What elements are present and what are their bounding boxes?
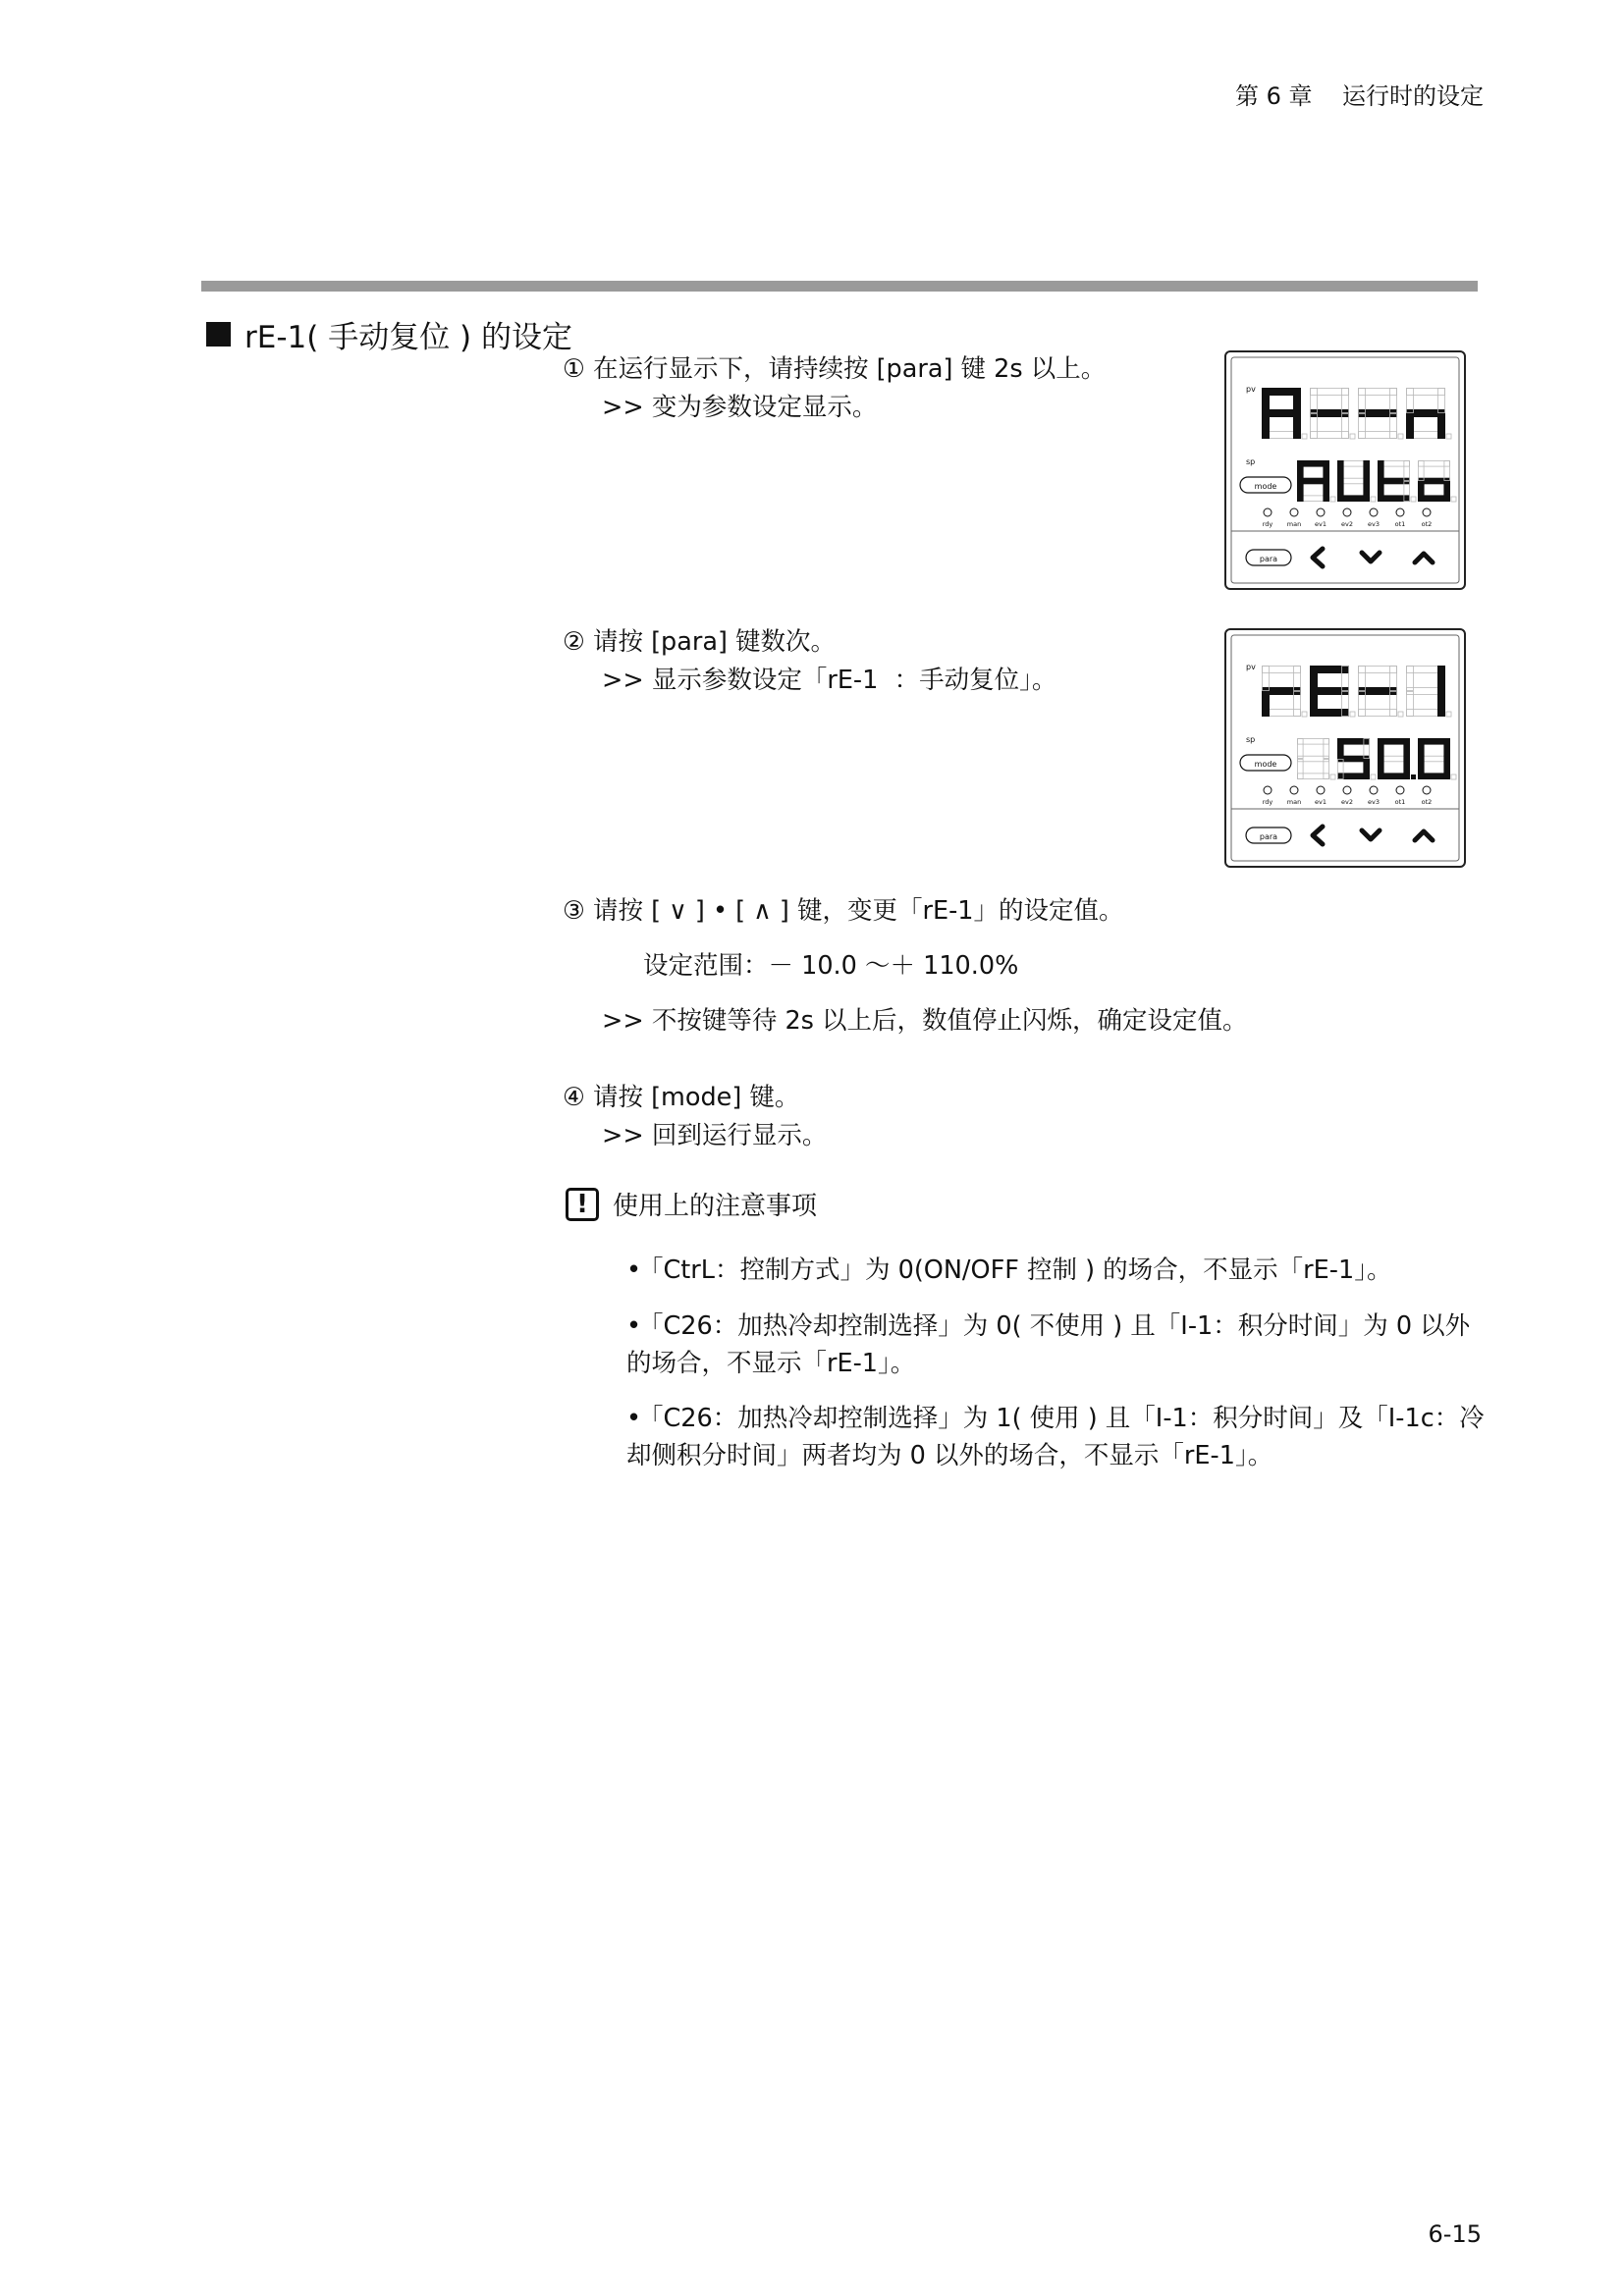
sp-label: sp bbox=[1246, 735, 1256, 744]
mode-button-label: mode bbox=[1254, 482, 1277, 491]
sp-label: sp bbox=[1246, 457, 1256, 466]
led-label: ev1 bbox=[1315, 520, 1326, 528]
para-button-label: para bbox=[1259, 555, 1278, 563]
step-1-result: >> 变为参数设定显示。 bbox=[602, 393, 878, 422]
led-label: ot2 bbox=[1421, 520, 1433, 528]
note-item: •「C26：加热冷却控制选择」为 1( 使用 ) 且「I-1：积分时间」及「I-1c：冷却侧积分时间」两者均为 0 以外的场合，不显示「rE-1」。 bbox=[626, 1404, 1485, 1470]
step-4-instruction: ④ 请按 [mode] 键。 bbox=[563, 1083, 800, 1112]
controller-panel-2 bbox=[1224, 628, 1466, 868]
note-item: •「C26：加热冷却控制选择」为 0( 不使用 ) 且「I-1：积分时间」为 0 以外的场合，不显示「rE-1」。 bbox=[626, 1311, 1471, 1378]
note-text: 「C26：加热冷却控制选择」为 1( 使用 ) 且「I-1：积分时间」及「I-1c：冷却侧积分时间」两者均为 0 以外的场合，不显示「rE-1」。 bbox=[626, 1404, 1485, 1470]
note-text: 「CtrL：控制方式」为 0(ON/OFF 控制 ) 的场合，不显示「rE-1」。 bbox=[638, 1255, 1392, 1285]
note-text: 「C26：加热冷却控制选择」为 0( 不使用 ) 且「I-1：积分时间」为 0 以外的场合，不显示「rE-1」。 bbox=[626, 1311, 1471, 1378]
led-label: man bbox=[1286, 798, 1302, 806]
section-title: rE-1( 手动复位 ) 的设定 bbox=[244, 320, 572, 355]
mode-button-label: mode bbox=[1254, 760, 1277, 769]
para-button[interactable] bbox=[1246, 828, 1291, 843]
para-button-label: para bbox=[1259, 832, 1278, 841]
pv-label: pv bbox=[1246, 663, 1256, 671]
note-item: •「CtrL：控制方式」为 0(ON/OFF 控制 ) 的场合，不显示「rE-1」。 bbox=[626, 1255, 1392, 1285]
led-label: ot1 bbox=[1394, 520, 1406, 528]
step-2-result: >> 显示参数设定「rE-1 ：手动复位」。 bbox=[602, 666, 1057, 695]
mode-button[interactable] bbox=[1240, 755, 1291, 771]
mode-button[interactable] bbox=[1240, 477, 1291, 493]
section-rule bbox=[201, 281, 1478, 292]
led-label: ev3 bbox=[1368, 520, 1380, 528]
step-1-instruction: ① 在运行显示下，请持续按 [para] 键 2s 以上。 bbox=[563, 354, 1107, 384]
step-2-instruction: ② 请按 [para] 键数次。 bbox=[563, 627, 836, 657]
led-label: rdy bbox=[1262, 798, 1273, 806]
led-label: ev2 bbox=[1341, 520, 1353, 528]
page-number: 6-15 bbox=[1428, 2220, 1482, 2248]
warning-icon: ! bbox=[566, 1188, 599, 1221]
step-3-range: 设定范围：－ 10.0 ～＋ 110.0% bbox=[643, 951, 1019, 981]
led-label: ev3 bbox=[1368, 798, 1380, 806]
controller-panel-1 bbox=[1224, 350, 1466, 590]
para-button[interactable] bbox=[1246, 550, 1291, 565]
led-label: ot1 bbox=[1394, 798, 1406, 806]
section-heading bbox=[206, 312, 572, 356]
pv-label: pv bbox=[1246, 385, 1256, 394]
led-label: ev1 bbox=[1315, 798, 1326, 806]
notes-heading bbox=[566, 1186, 817, 1222]
chapter-header: 第 6 章 运行时的设定 bbox=[1234, 82, 1484, 110]
step-3-instruction: ③ 请按 [ ∨ ] • [ ∧ ] 键，变更「rE-1」的设定值。 bbox=[563, 896, 1124, 926]
led-label: rdy bbox=[1262, 520, 1273, 528]
led-label: ot2 bbox=[1421, 798, 1433, 806]
led-label: ev2 bbox=[1341, 798, 1353, 806]
section-square-icon bbox=[206, 322, 231, 347]
notes-title: 使用上的注意事项 bbox=[613, 1192, 818, 1221]
led-label: man bbox=[1286, 520, 1302, 528]
step-3-result: >> 不按键等待 2s 以上后，数值停止闪烁，确定设定值。 bbox=[602, 1006, 1248, 1036]
step-4-result: >> 回到运行显示。 bbox=[602, 1121, 828, 1150]
